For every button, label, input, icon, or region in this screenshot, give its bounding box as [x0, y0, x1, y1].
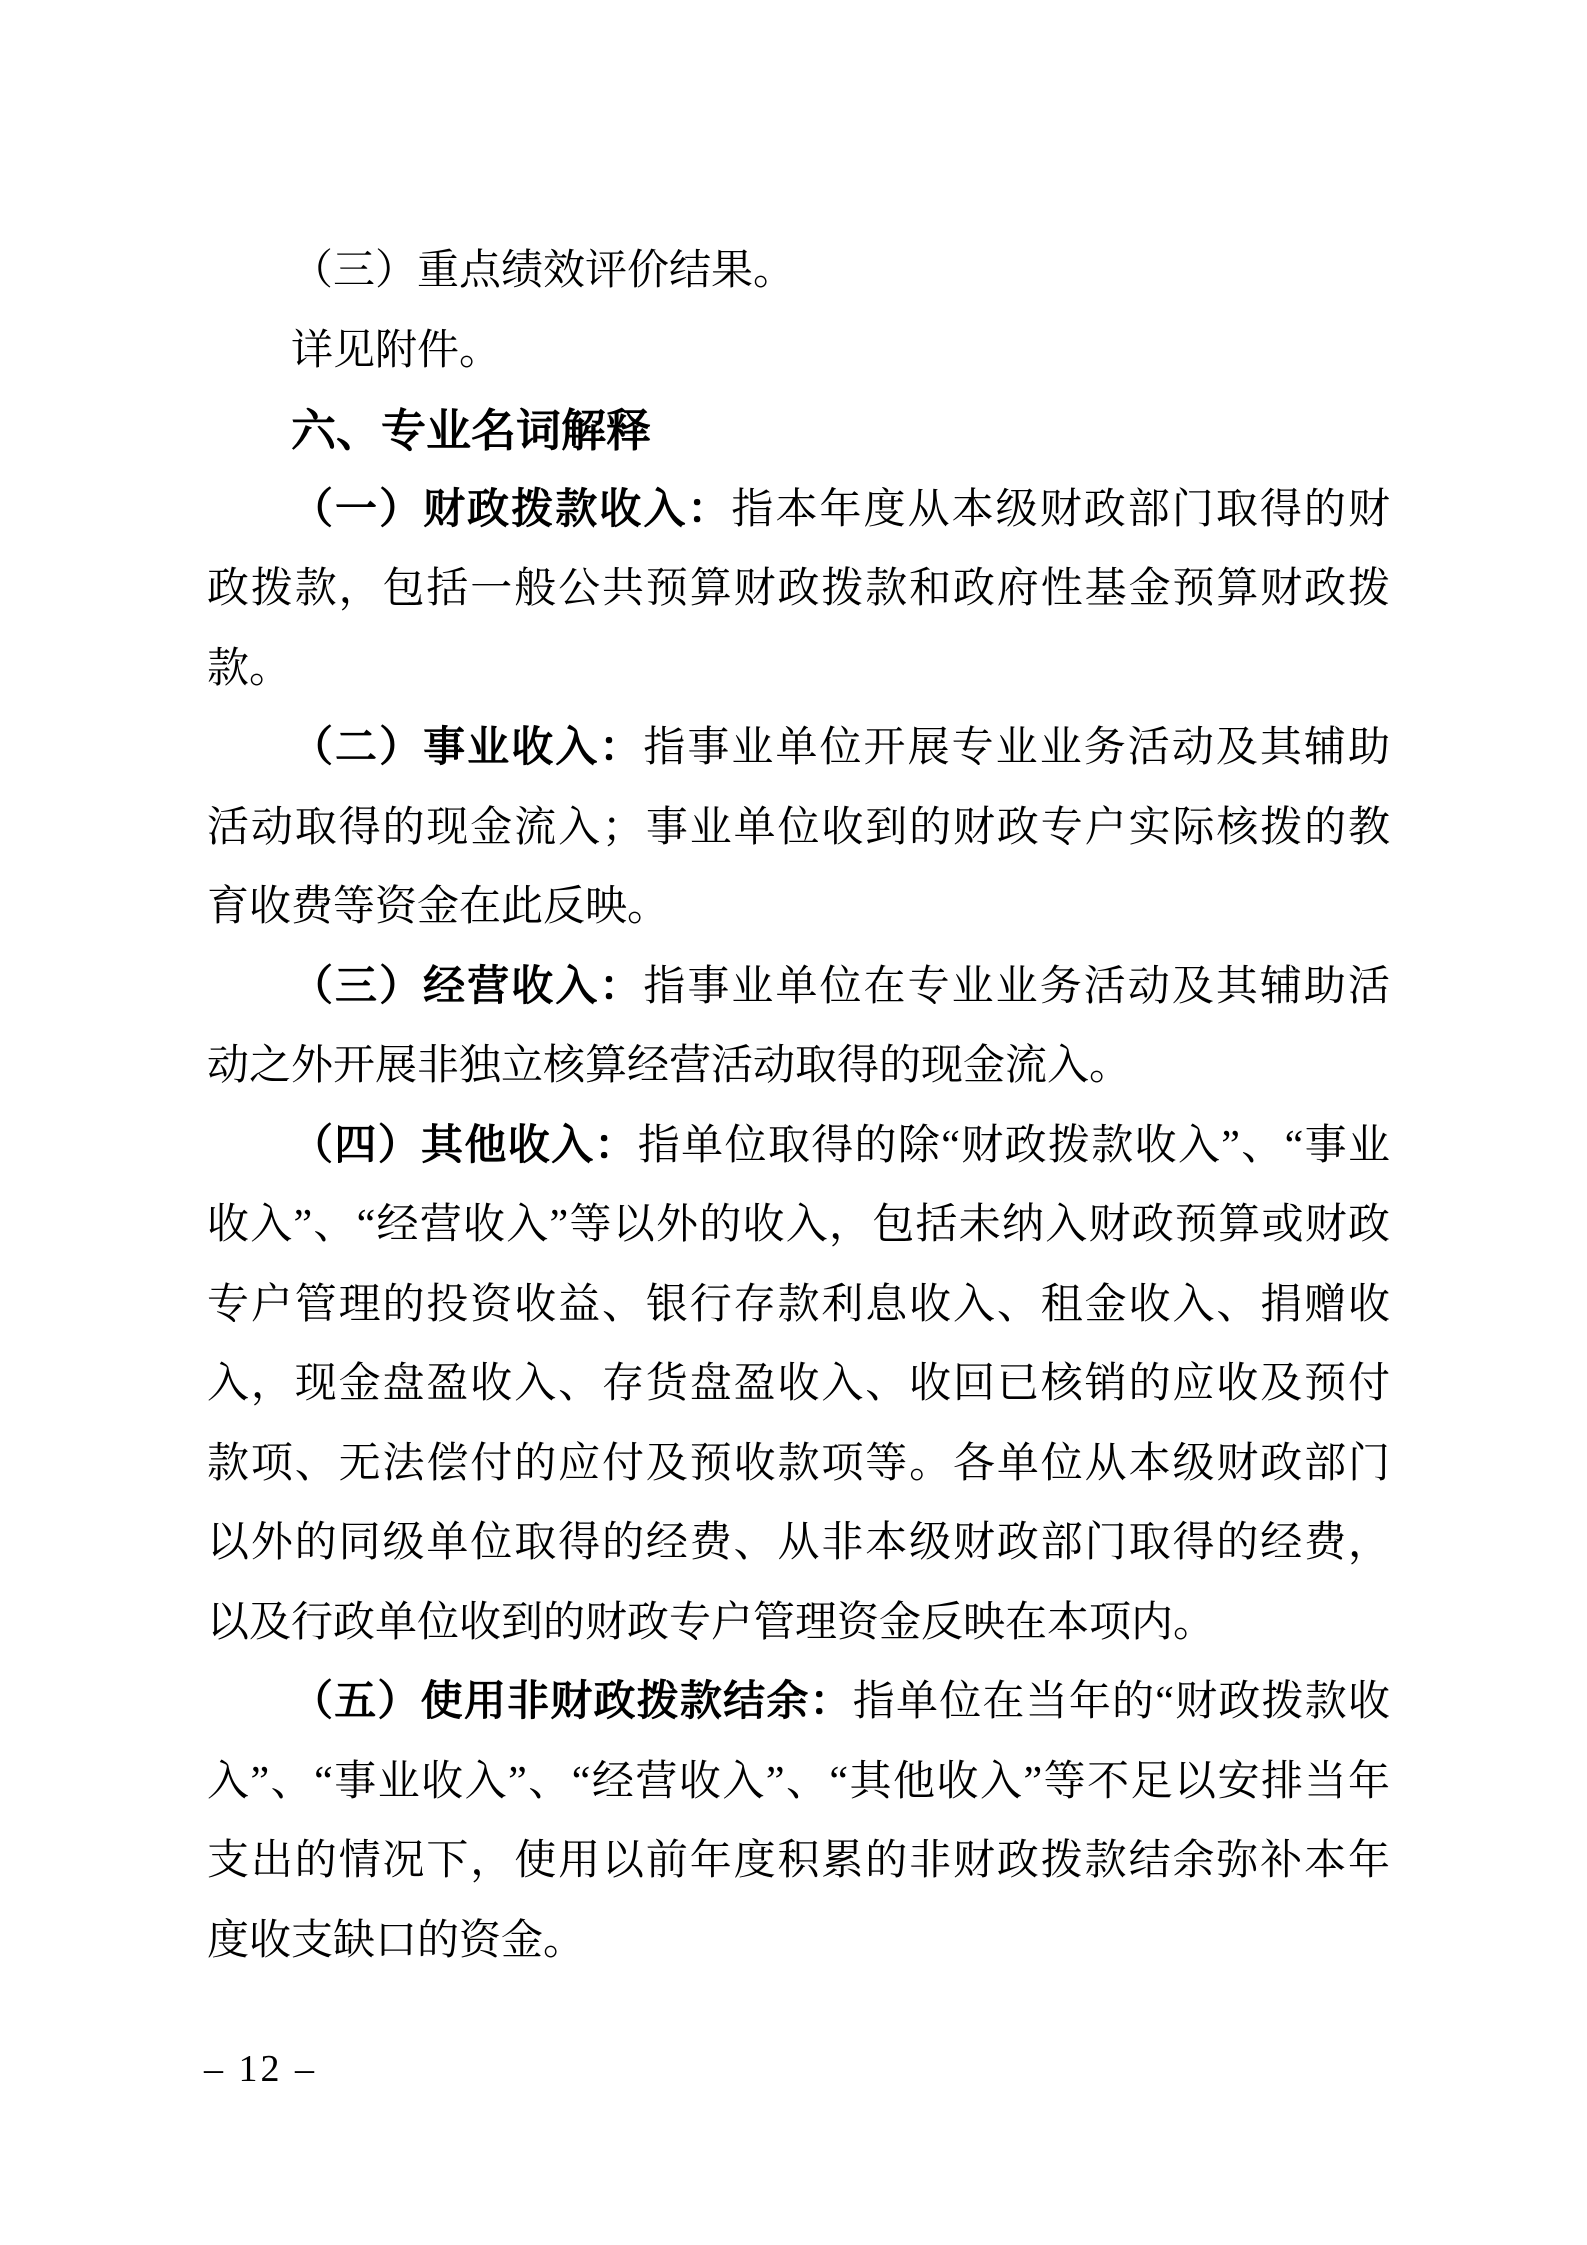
text-line	[207, 789, 1390, 869]
text-run: 入，现金盘盈收入、存货盘盈收入、收回已核销的应收及预付	[207, 1361, 1390, 1407]
term-emphasis: （二）事业收入：	[291, 725, 644, 771]
text-line	[207, 630, 1390, 710]
term-emphasis: （三）经营收入：	[291, 963, 644, 1010]
text-line	[207, 1107, 1390, 1187]
text-line	[207, 709, 1390, 789]
text-run: 以外的同级单位取得的经费、从非本级财政部门取得的经费，	[207, 1520, 1390, 1566]
text-line	[207, 312, 1390, 392]
text-run: 款项、无法偿付的应付及预收款项等。各单位从本级财政部门	[207, 1440, 1390, 1487]
text-line	[207, 471, 1390, 551]
text-line	[207, 1425, 1390, 1505]
text-line	[207, 1345, 1390, 1425]
text-run: 专户管理的投资收益、银行存款利息收入、租金收入、捐赠收	[207, 1281, 1390, 1328]
text-run: 指事业单位在专业业务活动及其辅助活	[643, 963, 1390, 1010]
text-line	[207, 1902, 1390, 1982]
text-run: 育收费等资金在此反映。	[207, 884, 670, 930]
text-line	[207, 1584, 1390, 1664]
text-line	[207, 1822, 1390, 1902]
text-run: 收入”、“经营收入”等以外的收入，包括未纳入财政预算或财政	[207, 1202, 1390, 1248]
section-heading	[207, 391, 1390, 471]
text-run: 度收支缺口的资金。	[207, 1917, 586, 1964]
document-body	[207, 232, 1390, 1981]
text-run: 动之外开展非独立核算经营活动取得的现金流入。	[207, 1043, 1132, 1089]
text-run: 款。	[207, 645, 292, 692]
text-run: （三）重点绩效评价结果。	[291, 248, 796, 294]
text-line	[207, 1186, 1390, 1266]
term-emphasis: （四）其他收入：	[291, 1122, 638, 1169]
text-run: 详见附件。	[291, 327, 502, 374]
text-run: 活动取得的现金流入；事业单位收到的财政专户实际核拨的教	[207, 804, 1390, 851]
text-line	[207, 948, 1390, 1028]
text-run: 以及行政单位收到的财政专户管理资金反映在本项内。	[207, 1599, 1216, 1646]
text-line	[207, 1743, 1390, 1823]
text-run: 支出的情况下，使用以前年度积累的非财政拨款结余弥补本年	[207, 1838, 1390, 1884]
text-line	[207, 1663, 1390, 1743]
text-line	[207, 232, 1390, 312]
text-line	[207, 1027, 1390, 1107]
term-emphasis: 六、专业名词解释	[291, 405, 652, 456]
text-run: 入”、“事业收入”、“经营收入”、“其他收入”等不足以安排当年	[207, 1758, 1390, 1805]
text-run: 指单位在当年的“财政拨款收	[852, 1679, 1390, 1725]
text-line	[207, 868, 1390, 948]
text-run: 政拨款，包括一般公共预算财政拨款和政府性基金预算财政拨	[207, 566, 1390, 612]
text-line	[207, 550, 1390, 630]
term-emphasis: （五）使用非财政拨款结余：	[291, 1679, 853, 1725]
text-run: 指本年度从本级财政部门取得的财	[731, 486, 1390, 533]
text-run: 指单位取得的除“财政拨款收入”、“事业	[637, 1122, 1390, 1169]
page-number: – 12 –	[204, 2048, 317, 2090]
term-emphasis: （一）财政拨款收入：	[291, 486, 732, 533]
text-run: 指事业单位开展专业业务活动及其辅助	[643, 725, 1390, 771]
text-line	[207, 1504, 1390, 1584]
text-line	[207, 1266, 1390, 1346]
